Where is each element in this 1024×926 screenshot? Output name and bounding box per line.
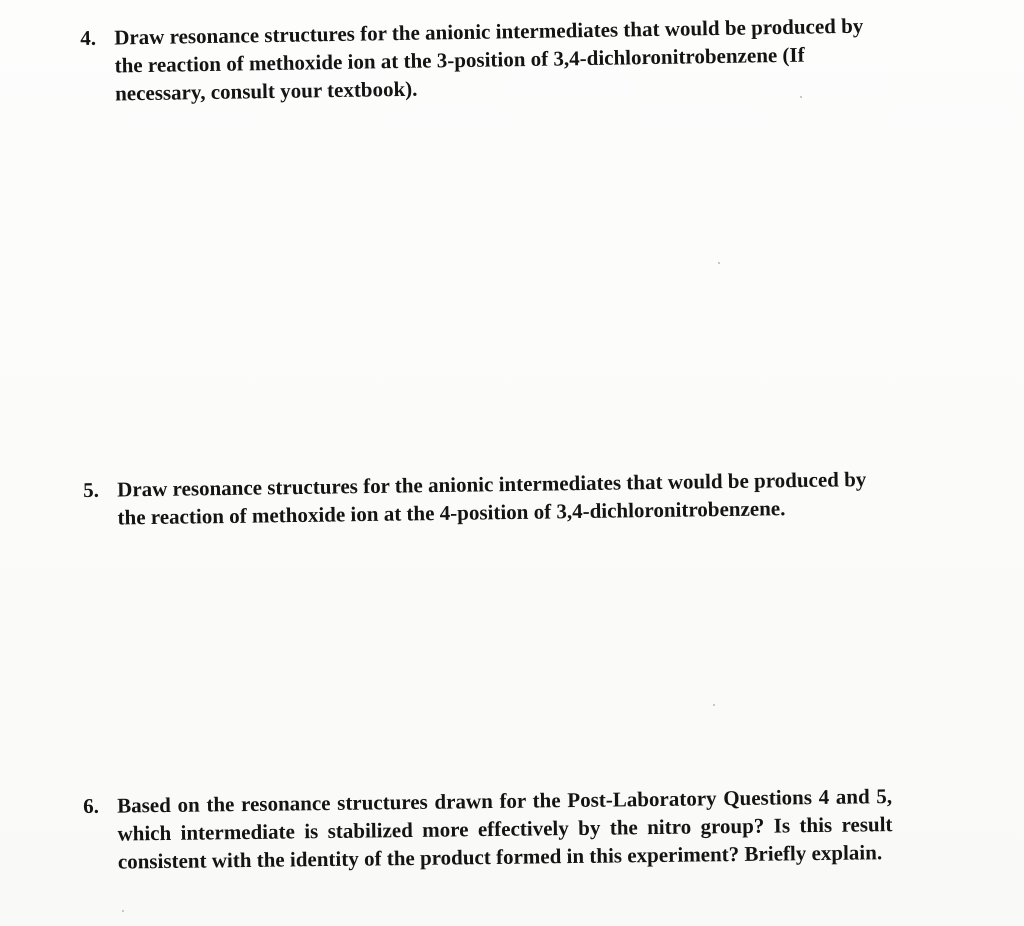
question-number: 6.	[83, 793, 100, 818]
question-5	[83, 465, 904, 532]
scan-speck	[800, 96, 802, 98]
question-text: Draw resonance structures for the anionic intermediates that would be produced by the reaction of methoxide ion at the 4-position of 3,4-dichloronitrobenzene.	[117, 467, 867, 530]
scan-speck	[718, 262, 720, 264]
question-number: 5.	[83, 477, 100, 502]
scan-speck	[713, 704, 715, 706]
scan-speck	[122, 910, 124, 912]
question-4	[80, 11, 901, 108]
question-text: Draw resonance structures for the anionic intermediates that would be produced by the reaction of methoxide ion at the 3-position of 3,4-dichloronitrobenzene (If necessary, consult your textbook).	[114, 13, 864, 106]
question-6	[83, 782, 904, 876]
question-number: 4.	[80, 25, 97, 50]
question-text: Based on the resonance structures drawn for the Post-Laboratory Questions 4 and 5, which intermediate is stabilized more effectively by the nitro group? Is this result consistent with the identity of the product formed in this experiment? Briefly explain.	[117, 784, 893, 874]
